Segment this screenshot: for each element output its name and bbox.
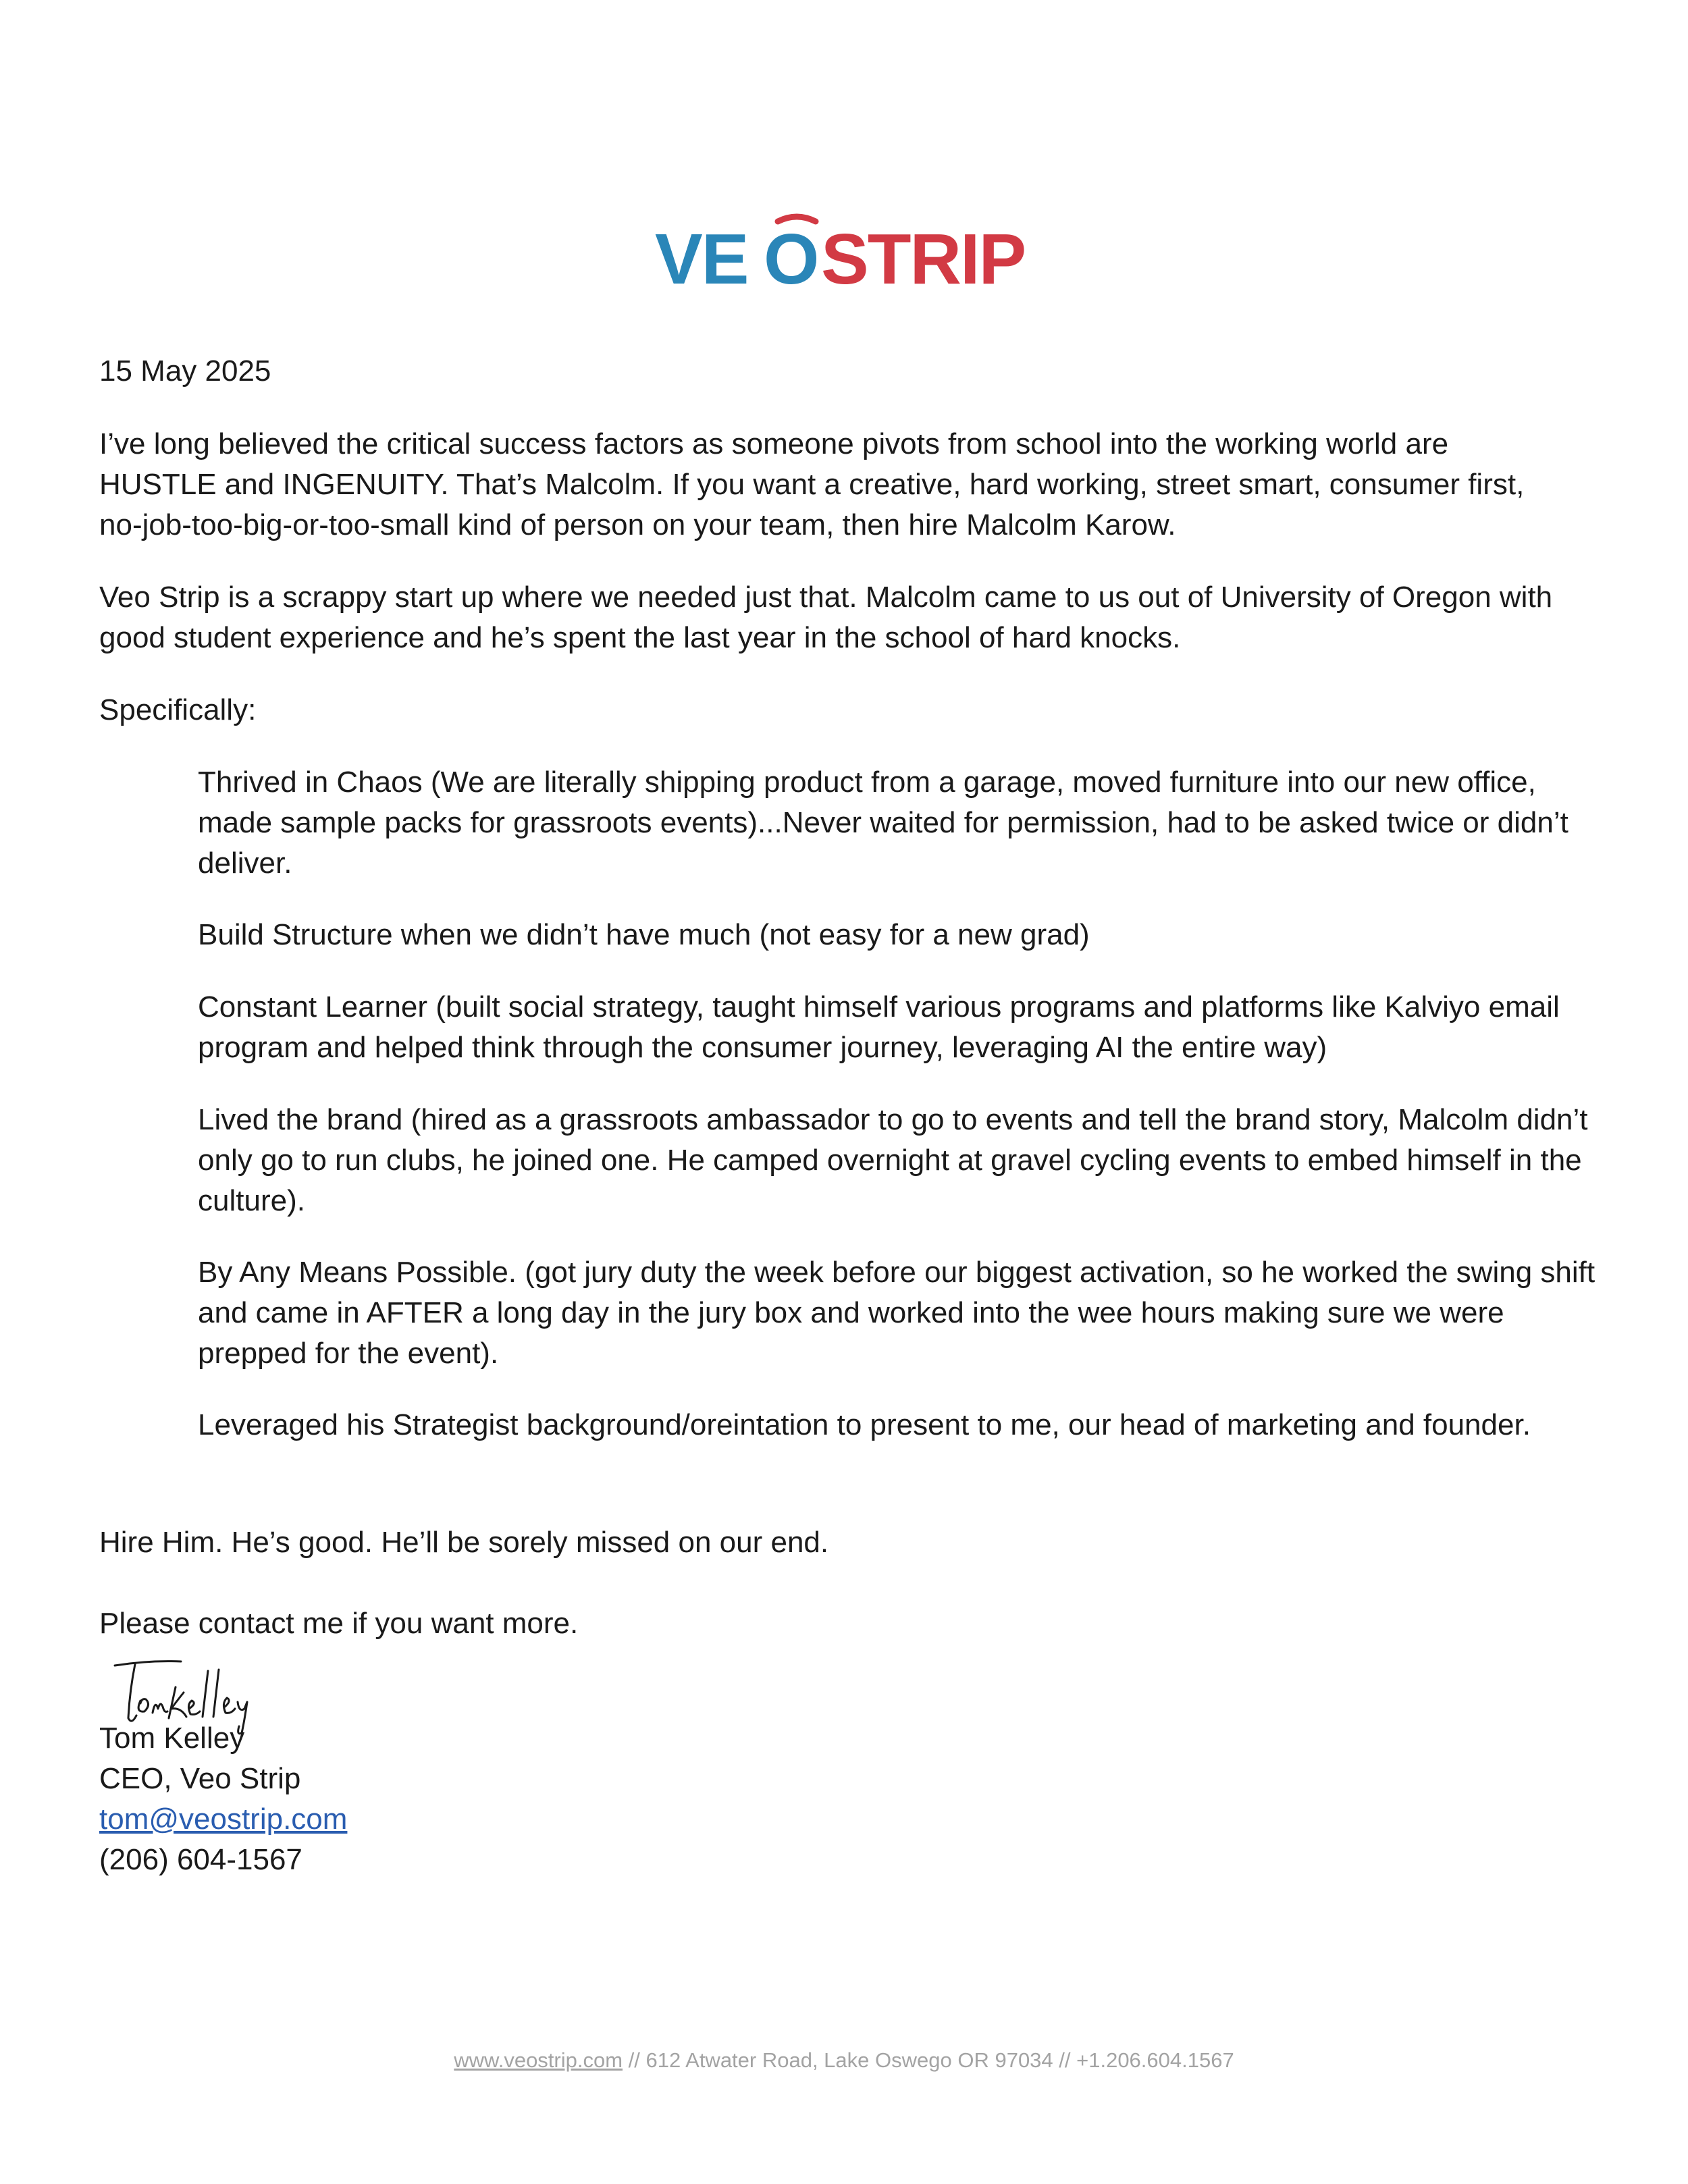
specifically-label: Specifically: — [99, 693, 257, 726]
closing-hire-him: Hire Him. He’s good. He’ll be sorely missed on our end. — [99, 1526, 829, 1559]
letter-date: 15 May 2025 — [99, 354, 271, 388]
signer-phone: (206) 604-1567 — [99, 1843, 302, 1876]
letterhead-footer — [0, 2047, 1688, 2074]
point-thrived-in-chaos: Thrived in Chaos (We are literally shipping product from a garage, moved furniture into our new office, made sample packs for grassroots events)...Never waited for permission, had to be asked twice or didn’t deliver. — [198, 766, 1568, 880]
intro-paragraph: I’ve long believed the critical success factors as someone pivots from school into the working world are HUSTLE and INGENUITY. That’s Malcolm. If you want a creative, hard working, street smart, consumer first, no-job-too-big-or-too-small kind of person on your team, then hire Malcolm Karow. — [99, 427, 1525, 541]
footer-address: // 612 Atwater Road, Lake Oswego OR 97034 // +1.206.604.1567 — [623, 2048, 1234, 2072]
point-leveraged-strategist: Leveraged his Strategist background/oreintation to present to me, our head of marketing and founder. — [198, 1408, 1531, 1441]
closing-contact: Please contact me if you want more. — [99, 1607, 579, 1640]
point-build-structure: Build Structure when we didn’t have much (not easy for a new grad) — [198, 918, 1090, 951]
svg-text:O: O — [764, 219, 820, 297]
company-paragraph: Veo Strip is a scrappy start up where we needed just that. Malcolm came to us out of University of Oregon with good student experience and he’s spent the last year in the school of hard knocks. — [99, 581, 1553, 654]
veostrip-logo — [654, 196, 1032, 297]
signer-title: CEO, Veo Strip — [99, 1762, 301, 1795]
signer-name: Tom Kelley — [99, 1722, 245, 1755]
point-by-any-means: By Any Means Possible. (got jury duty the week before our biggest activation, so he worked the swing shift and came in AFTER a long day in the jury box and worked into the wee hours making sure we were prepped for the event). — [198, 1256, 1595, 1370]
footer-website-link[interactable]: www.veostrip.com — [454, 2048, 623, 2072]
point-lived-the-brand: Lived the brand (hired as a grassroots ambassador to go to events and tell the brand story, Malcolm didn’t only go to run clubs, he joined one. He camped overnight at gravel cycling events to embed himself in the culture). — [198, 1103, 1588, 1217]
signer-email-link[interactable]: tom@veostrip.com — [99, 1803, 348, 1836]
svg-text:STRIP: STRIP — [821, 219, 1026, 297]
point-constant-learner: Constant Learner (built social strategy, taught himself various programs and platforms like Kalviyo email program and helped think through the consumer journey, leveraging AI the entire way) — [198, 990, 1560, 1064]
svg-text:VE: VE — [655, 219, 748, 297]
